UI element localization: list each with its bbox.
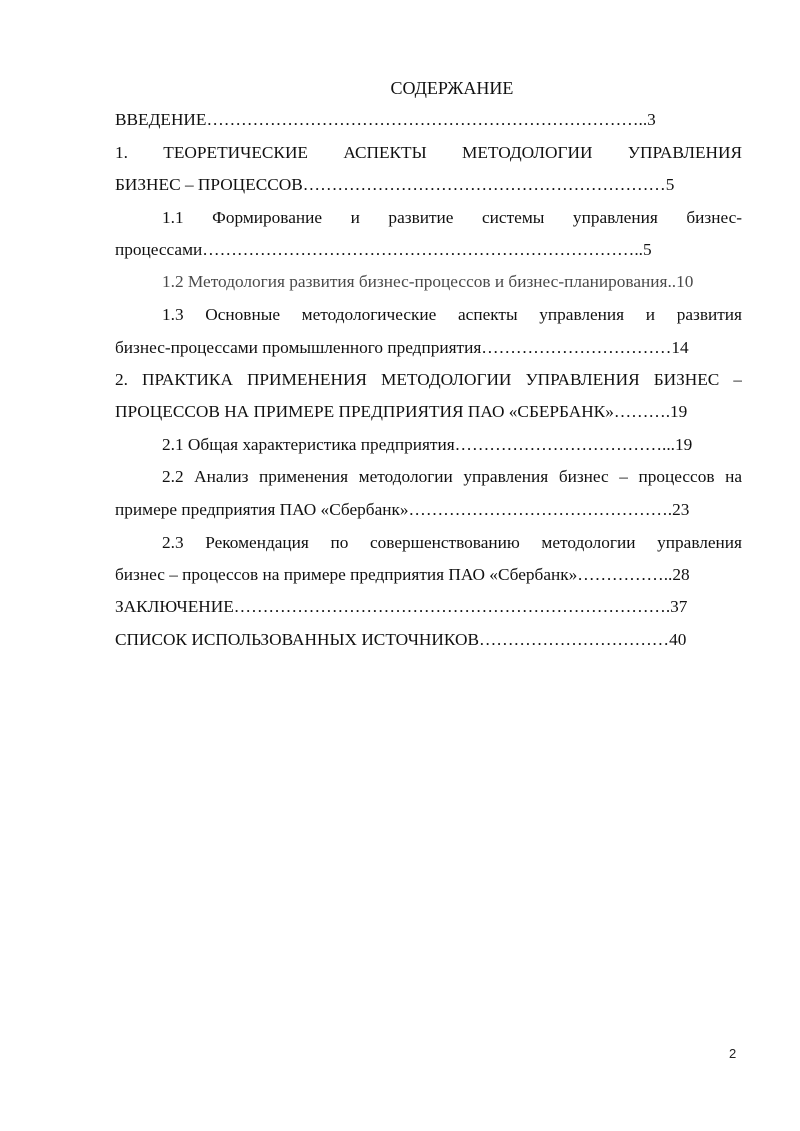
- toc-entry-section-2-2-line-1: 2.2 Анализ применения методологии управления бизнес – процессов на: [162, 467, 742, 486]
- toc-entry-chapter-1-line-1: 1. ТЕОРЕТИЧЕСКИЕ АСПЕКТЫ МЕТОДОЛОГИИ УПРАВЛЕНИЯ: [115, 143, 742, 162]
- toc-entry-section-1-1-line-2: процессами…………………………………………………………………..5: [115, 240, 652, 259]
- toc-entry-introduction: ВВЕДЕНИЕ…………………………………………………………………..3: [115, 110, 656, 129]
- toc-entry-conclusion: ЗАКЛЮЧЕНИЕ………………………………………………………………….37: [115, 597, 688, 616]
- toc-title: СОДЕРЖАНИЕ: [390, 78, 514, 98]
- toc-entry-section-1-3-line-1: 1.3 Основные методологические аспекты управления и развития: [162, 305, 742, 324]
- toc-entry-chapter-2-line-2: ПРОЦЕССОВ НА ПРИМЕРЕ ПРЕДПРИЯТИЯ ПАО «СБЕРБАНК»……….19: [115, 402, 688, 421]
- toc-entry-references: СПИСОК ИСПОЛЬЗОВАННЫХ ИСТОЧНИКОВ……………………………40: [115, 630, 687, 649]
- toc-entry-section-2-2-line-2: примере предприятия ПАО «Сбербанк»……………………………………….23: [115, 500, 690, 519]
- page-number: 2: [729, 1046, 737, 1061]
- toc-entry-section-2-1: 2.1 Общая характеристика предприятия………………………………...19: [162, 435, 693, 454]
- toc-entry-section-2-3-line-2: бизнес – процессов на примере предприятия ПАО «Сбербанк»……………..28: [115, 565, 690, 584]
- toc-entry-chapter-1-line-2: БИЗНЕС – ПРОЦЕССОВ………………………………………………………5: [115, 175, 675, 194]
- toc-entry-section-2-3-line-1: 2.3 Рекомендация по совершенствованию методологии управления: [162, 533, 742, 552]
- toc-entry-chapter-2-line-1: 2. ПРАКТИКА ПРИМЕНЕНИЯ МЕТОДОЛОГИИ УПРАВЛЕНИЯ БИЗНЕС –: [115, 370, 742, 389]
- toc-entry-section-1-3-line-2: бизнес-процессами промышленного предприятия……………………………14: [115, 338, 689, 357]
- toc-entry-section-1-2: 1.2 Методология развития бизнес-процессов и бизнес-планирования..10: [162, 272, 694, 291]
- toc-entry-section-1-1-line-1: 1.1 Формирование и развитие системы управления бизнес-: [162, 208, 742, 227]
